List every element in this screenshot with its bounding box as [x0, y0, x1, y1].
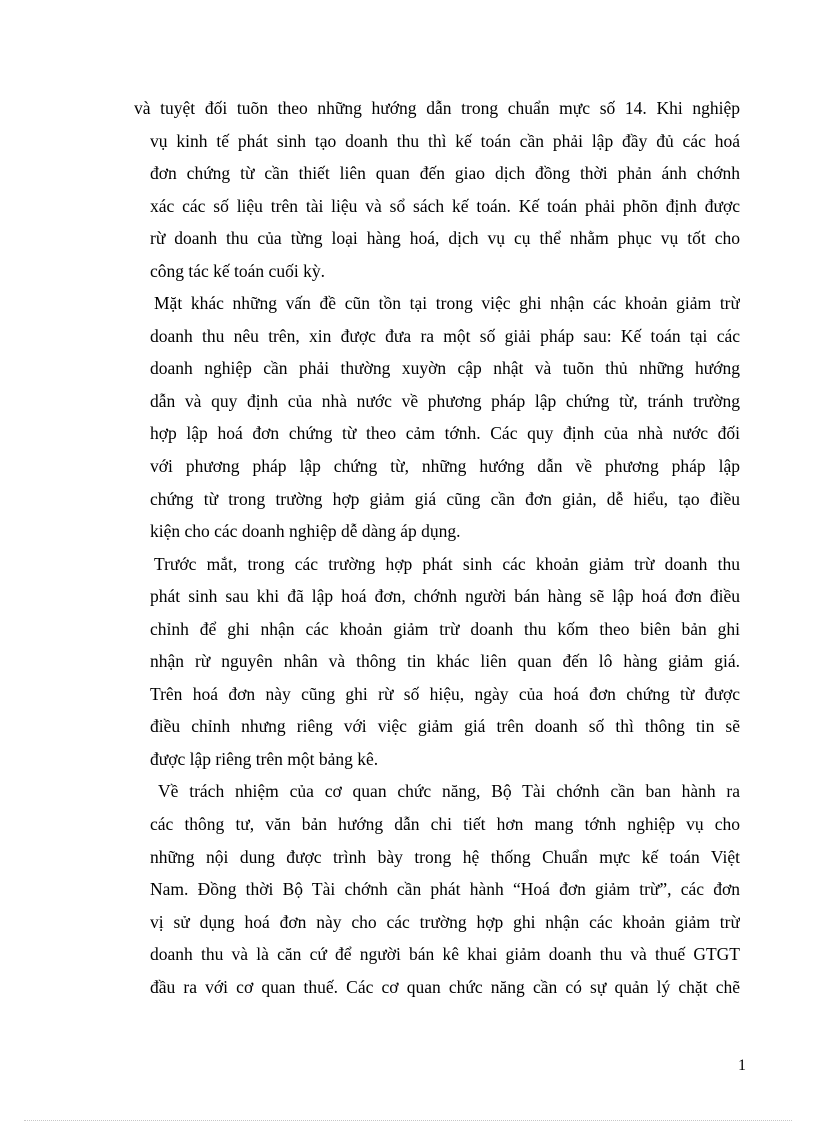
- text-line: Nam. Đồng thời Bộ Tài chớnh cần phát hành “Hoá đơn giảm trừ”, các đơn: [150, 879, 740, 900]
- text-line: doanh nghiệp cần phải thường xuyờn cập nhật và tuõn thủ những hướng: [150, 358, 740, 379]
- text-line: vụ kinh tế phát sinh tạo doanh thu thì kế toán cần phải lập đầy đủ các hoá: [150, 130, 740, 151]
- text-line: chứng từ trong trường hợp giảm giá cũng cần đơn giản, dễ hiểu, tạo điều: [150, 488, 740, 509]
- text-line: rừ doanh thu của từng loại hàng hoá, dịch vụ cụ thể nhằm phục vụ tốt cho: [150, 228, 740, 249]
- text-line: Trước mắt, trong các trường hợp phát sinh các khoản giảm trừ doanh thu: [154, 553, 740, 574]
- text-line: nhận rừ nguyên nhân và thông tin khác liên quan đến lô hàng giảm giá.: [150, 651, 740, 672]
- text-line: xác các số liệu trên tài liệu và sổ sách kế toán. Kế toán phải phõn định được: [150, 195, 740, 216]
- text-line: và tuyệt đối tuõn theo những hướng dẫn trong chuẩn mực số 14. Khi nghiệp: [134, 98, 740, 118]
- text-line: vị sử dụng hoá đơn này cho các trường hợp ghi nhận các khoản giảm trừ: [150, 911, 740, 932]
- text-line: hợp lập hoá đơn chứng từ theo cảm tớnh. Các quy định của nhà nước đối: [150, 423, 740, 444]
- text-line: với phương pháp lập chứng từ, những hướng dẫn về phương pháp lập: [150, 456, 740, 477]
- text-line: doanh thu và là căn cứ để người bán kê khai giảm doanh thu và thuế GTGT: [150, 944, 740, 965]
- text-line: điều chỉnh nhưng riêng với việc giảm giá trên doanh số thì thông tin sẽ: [150, 716, 740, 737]
- text-line: công tác kế toán cuối kỳ.: [150, 260, 325, 281]
- text-line: doanh thu nêu trên, xin được đưa ra một số giải pháp sau: Kế toán tại các: [150, 325, 740, 346]
- page-bottom-divider: [24, 1120, 792, 1121]
- text-line: Về trách nhiệm của cơ quan chức năng, Bộ Tài chớnh cần ban hành ra: [158, 781, 740, 802]
- text-line: Trên hoá đơn này cũng ghi rừ số hiệu, ngày của hoá đơn chứng từ được: [150, 683, 740, 704]
- text-line: được lập riêng trên một bảng kê.: [150, 748, 379, 769]
- text-line: những nội dung được trình bày trong hệ thống Chuẩn mực kế toán Việt: [150, 846, 740, 867]
- text-line: dẫn và quy định của nhà nước về phương pháp lập chứng từ, tránh trường: [150, 390, 740, 411]
- text-line: các thông tư, văn bản hướng dẫn chi tiết hơn mang tớnh nghiệp vụ cho: [150, 814, 740, 835]
- text-line: phát sinh sau khi đã lập hoá đơn, chớnh người bán hàng sẽ lập hoá đơn điều: [150, 586, 740, 607]
- page-number: 1: [738, 1057, 746, 1074]
- text-line: Mặt khác những vấn đề cũn tồn tại trong việc ghi nhận các khoản giảm trừ: [154, 293, 740, 314]
- text-line: đơn chứng từ cần thiết liên quan đến giao dịch đồng thời phản ánh chớnh: [150, 163, 740, 184]
- text-line: đầu ra với cơ quan thuế. Các cơ quan chức năng cần có sự quản lý chặt chẽ: [150, 976, 740, 997]
- body-text: [134, 92, 740, 1003]
- text-line: chỉnh để ghi nhận các khoản giảm trừ doanh thu kốm theo biên bản ghi: [150, 618, 740, 639]
- text-line: kiện cho các doanh nghiệp dễ dàng áp dụng.: [150, 521, 461, 542]
